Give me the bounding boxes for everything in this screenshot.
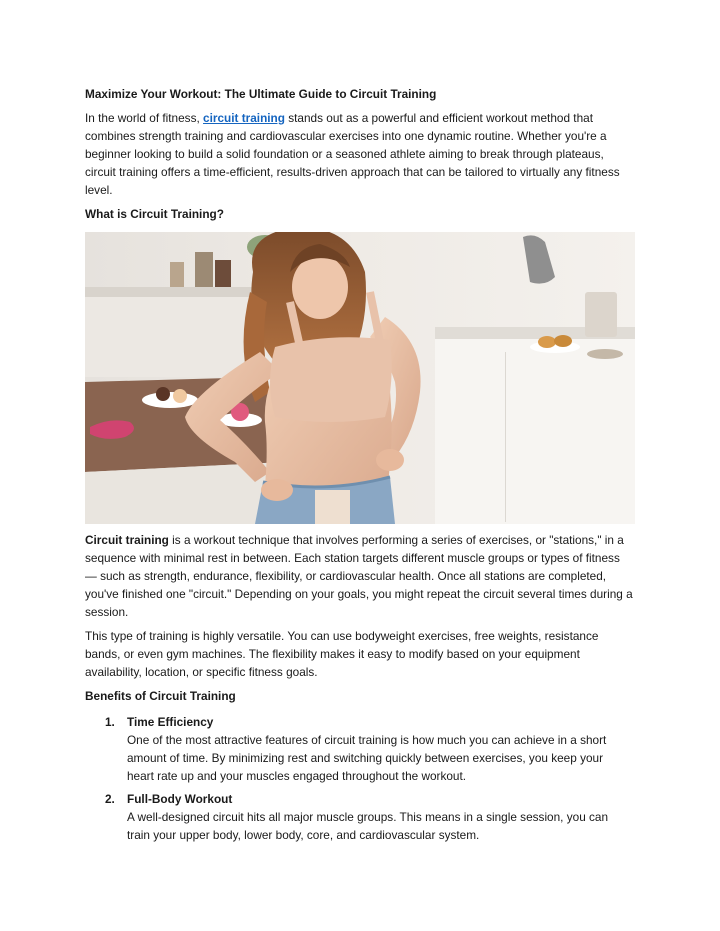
benefits-heading: Benefits of Circuit Training — [85, 689, 236, 703]
what-is-heading: What is Circuit Training? — [85, 207, 224, 221]
intro-text-after: stands out as a powerful and efficient workout method that combines strength training and cardiovascular exercises into one dynamic routine. Whether you're a beginner looking to build a solid foundation or a seasoned athlete aiming to break through plateaus, circuit training offers a time-efficient, results-driven approach that can be tailored to virtually any fitness level. — [85, 111, 620, 197]
circuit-training-link[interactable]: circuit training — [203, 111, 285, 125]
kitchen-woman-photo — [85, 232, 635, 524]
definition-text: is a workout technique that involves performing a series of exercises, or "stations," in a sequence with minimal rest in between. Each station targets different muscle groups or types of fitness — such as strength, endurance, flexibility, or cardiovascular health. Once all stations are completed, you've finished one "circuit." Depending on your goals, you might repeat the circuit several times during a session. — [85, 533, 633, 619]
intro-paragraph — [85, 109, 633, 199]
definition-paragraph — [85, 531, 633, 621]
list-item-title: Time Efficiency — [127, 715, 214, 729]
versatility-paragraph: This type of training is highly versatile. You can use bodyweight exercises, free weights, resistance bands, or even gym machines. The flexibility makes it easy to modify based on your equipment availability, location, or specific fitness goals. — [85, 629, 599, 679]
page-title: Maximize Your Workout: The Ultimate Guide to Circuit Training — [85, 87, 437, 101]
list-item-text: A well-designed circuit hits all major muscle groups. This means in a single session, you can train your upper body, lower body, core, and cardiovascular system. — [127, 810, 609, 842]
list-item-text: One of the most attractive features of circuit training is how much you can achieve in a short amount of time. By minimizing rest and switching quickly between exercises, you keep your heart rate up and your muscles engaged throughout the workout. — [127, 733, 607, 783]
definition-term: Circuit training — [85, 533, 169, 547]
list-item-title: Full-Body Workout — [127, 792, 233, 806]
intro-text-before: In the world of fitness, — [85, 111, 204, 125]
photo-illustration — [85, 232, 635, 524]
list-item-number: 2. — [105, 792, 115, 806]
list-item-number: 1. — [105, 715, 115, 729]
